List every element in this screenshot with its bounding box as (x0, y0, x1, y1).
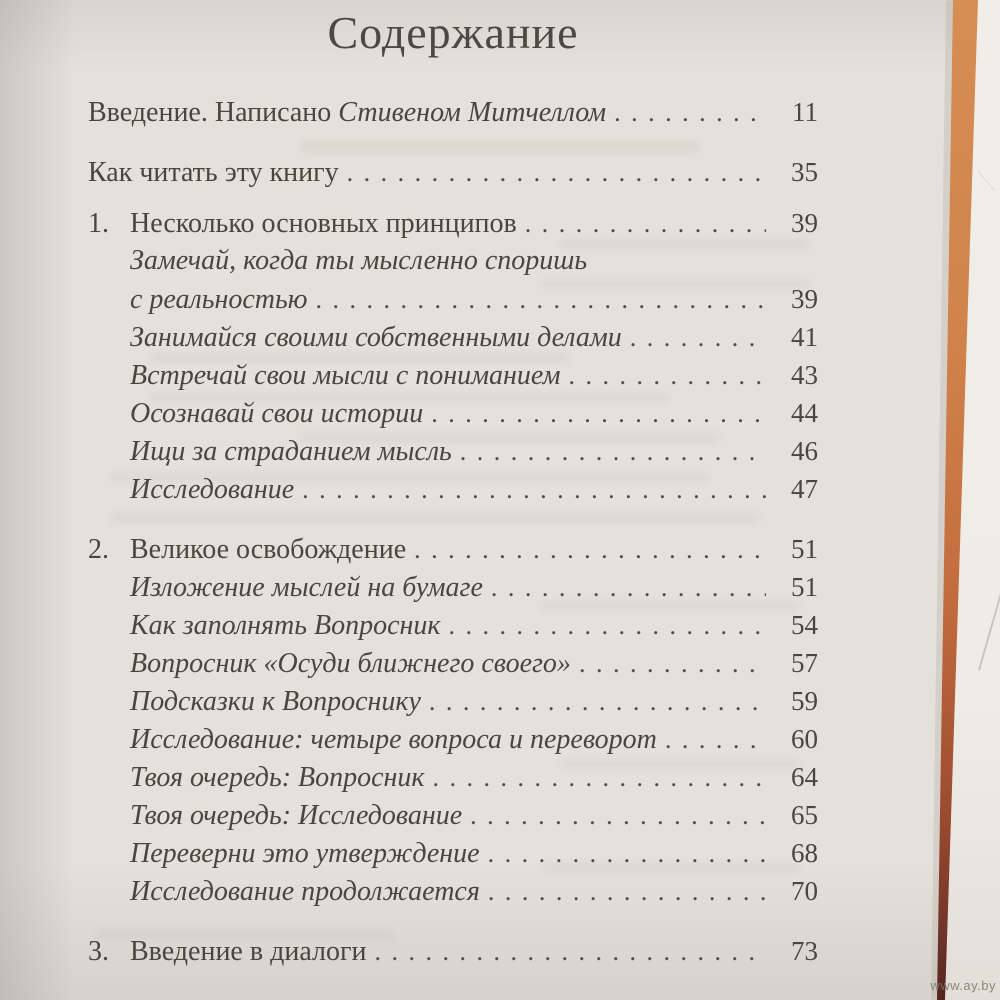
toc-entry-row (130, 758, 818, 796)
toc-entry-row (130, 280, 818, 318)
dot-leader (315, 281, 766, 319)
dot-leader (525, 205, 766, 243)
toc-entry-page: 73 (791, 936, 818, 966)
toc-entry-page: 11 (792, 97, 818, 127)
toc-entry-label: Твоя очередь: Исследование (130, 800, 463, 831)
toc-entry-row (130, 834, 818, 872)
toc-entry-label: Твоя очередь: Вопросник (130, 762, 425, 793)
toc-entry-row (130, 796, 818, 834)
toc-entry-row (130, 356, 818, 394)
toc-entry-label: Исследование продолжается (130, 876, 480, 907)
dot-leader (347, 154, 766, 192)
toc-entry-number: 1. (88, 208, 109, 239)
toc-entry-page: 47 (791, 474, 818, 504)
toc-entry-row (130, 682, 818, 720)
toc-entry-row (130, 720, 818, 758)
toc-entry-page: 35 (791, 157, 818, 187)
toc-entry-row (130, 606, 818, 644)
toc-entry-page: 60 (791, 724, 818, 754)
toc-entry-label: Исследование: четыре вопроса и переворот (130, 724, 657, 755)
dot-leader (488, 835, 766, 873)
page-title: Содержание (327, 7, 579, 58)
dot-leader (414, 531, 766, 569)
toc-entry-page: 70 (791, 876, 818, 906)
toc-entry-label: Как читать эту книгу (88, 157, 339, 188)
toc-entry-label: Великое освобождение (130, 534, 407, 565)
dot-leader (429, 683, 766, 721)
toc-entry-label: Введение в диалоги (130, 936, 367, 967)
dot-leader (449, 607, 766, 645)
toc-entry-row (88, 93, 818, 131)
dot-leader (569, 357, 766, 395)
toc-entry-page: 43 (791, 360, 818, 390)
dot-leader (665, 721, 766, 759)
toc-entry-row (130, 872, 818, 910)
dot-leader (488, 873, 766, 911)
toc-entry-label: Подсказки к Вопроснику (130, 686, 421, 717)
toc-entry-page: 68 (791, 838, 818, 868)
dot-leader (302, 471, 766, 509)
toc-entry-page: 39 (791, 284, 818, 314)
toc-entry-label: Замечай, когда ты мысленно споришь (130, 245, 588, 276)
toc-entry-row (130, 432, 818, 470)
toc-entry-label: Переверни это утверждение (130, 838, 480, 869)
toc-entry-author: Стивеном Митчеллом (338, 97, 607, 128)
toc-entry-page: 51 (791, 572, 818, 602)
toc-entry-label: Ищи за страданием мысль (130, 436, 452, 467)
toc-entry-row (88, 204, 818, 242)
toc-entry-page: 65 (791, 800, 818, 830)
dot-leader (460, 433, 766, 471)
toc-entry-number: 2. (88, 534, 109, 565)
toc-entry-label: Изложение мыслей на бумаге (130, 572, 483, 603)
toc-entry-row (88, 530, 818, 568)
dot-leader (433, 759, 766, 797)
toc-entry-label (88, 94, 606, 132)
toc-entry-row (130, 318, 818, 356)
toc-entry-row (88, 932, 818, 970)
toc-entry-page: 44 (791, 398, 818, 428)
toc-entry-row (130, 644, 818, 682)
toc-entry-page: 57 (791, 648, 818, 678)
toc-entry-label: Занимайся своими собственными делами (130, 322, 622, 353)
toc-list (88, 93, 818, 970)
toc-entry-row (88, 153, 818, 191)
dot-leader (374, 933, 766, 971)
dot-leader (470, 797, 766, 835)
toc-entry-page: 41 (791, 322, 818, 352)
watermark: www.ay.by (930, 978, 996, 993)
dot-leader (431, 395, 766, 433)
toc-entry-label: с реальностью (130, 284, 308, 315)
toc-entry-row (130, 470, 818, 508)
toc-entry-label: Осознавай свои истории (130, 398, 424, 429)
toc-entry-label: Как заполнять Вопросник (130, 610, 441, 641)
toc-entry-page: 46 (791, 436, 818, 466)
toc-entry-row (130, 242, 818, 280)
toc-entry-number: 3. (88, 936, 109, 967)
toc-entry-label: Исследование (130, 474, 295, 505)
dot-leader (614, 94, 766, 132)
toc-entry-label: Вопросник «Осуди ближнего своего» (130, 648, 571, 679)
toc-entry-page: 64 (791, 762, 818, 792)
toc-entry-row (130, 394, 818, 432)
dot-leader (579, 645, 766, 683)
toc-entry-text: Введение. Написано (88, 97, 339, 128)
toc-entry-page: 39 (791, 208, 818, 238)
dot-leader (491, 569, 766, 607)
toc-entry-page: 54 (791, 610, 818, 640)
toc-entry-label: Несколько основных принципов (130, 208, 517, 239)
toc-entry-row (130, 568, 818, 606)
toc-entry-page: 51 (791, 534, 818, 564)
toc-entry-label: Встречай свои мысли с пониманием (130, 360, 561, 391)
toc-entry-page: 59 (791, 686, 818, 716)
dot-leader (630, 319, 766, 357)
